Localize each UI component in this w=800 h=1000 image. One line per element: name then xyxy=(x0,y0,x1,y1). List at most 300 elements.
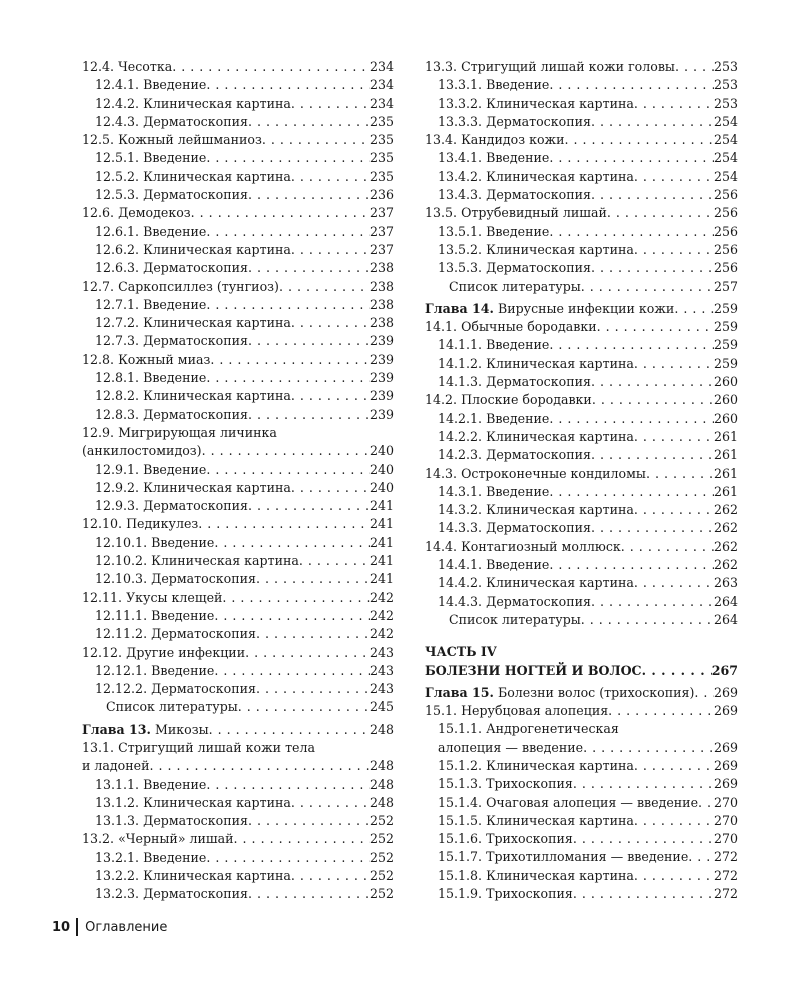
toc-text: Дерматоскопия xyxy=(486,260,591,276)
toc-page-number: 262 xyxy=(713,502,738,518)
toc-entry xyxy=(425,446,738,464)
toc-entry xyxy=(82,95,394,113)
toc-text: Дерматоскопия xyxy=(143,333,248,349)
toc-num: 14.1. xyxy=(425,319,458,335)
toc-entry xyxy=(425,186,738,204)
toc-text: Мигрирующая личинка xyxy=(118,424,277,440)
dot-leader xyxy=(206,369,370,387)
toc-chapter-entry xyxy=(82,721,394,739)
toc-text: Дерматоскопия xyxy=(151,571,256,587)
toc-entry xyxy=(82,387,394,405)
toc-text: Дерматоскопия xyxy=(143,260,248,276)
toc-entry xyxy=(425,113,738,131)
toc-text: Введение xyxy=(143,849,207,865)
toc-text: Кожный лейшманиоз xyxy=(118,132,262,148)
toc-page-number: 241 xyxy=(369,534,394,550)
toc-text: Введение xyxy=(486,77,550,93)
toc-entry xyxy=(82,698,394,716)
toc-text: Введение xyxy=(486,150,550,166)
dot-leader xyxy=(694,684,714,702)
dot-leader xyxy=(291,314,370,332)
dot-leader xyxy=(565,131,714,149)
toc-num: 14.4.1. xyxy=(438,557,483,573)
dot-leader xyxy=(299,552,370,570)
dot-leader xyxy=(642,662,712,680)
toc-num: 12.12.1. xyxy=(95,662,148,678)
toc-entry xyxy=(82,885,394,903)
toc-text: Микозы xyxy=(154,721,209,737)
dot-leader xyxy=(573,830,714,848)
toc-text: Введение xyxy=(486,410,550,426)
toc-text: Дерматоскопия xyxy=(486,447,591,463)
dot-leader xyxy=(583,739,714,757)
toc-entry xyxy=(82,479,394,497)
toc-entry xyxy=(425,223,738,241)
toc-entry xyxy=(425,241,738,259)
dot-leader xyxy=(198,515,370,533)
toc-page-number: 256 xyxy=(713,260,738,276)
toc-entry xyxy=(82,812,394,830)
toc-num: 12.8. xyxy=(82,351,115,367)
toc-text: Дерматоскопия xyxy=(486,520,591,536)
dot-leader xyxy=(256,680,370,698)
toc-entry xyxy=(425,848,738,866)
toc-entry xyxy=(425,556,738,574)
dot-leader xyxy=(206,296,370,314)
toc-page-number: 259 xyxy=(713,319,738,335)
dot-leader xyxy=(248,497,370,515)
toc-text: Дерматоскопия xyxy=(486,187,591,203)
toc-text: Клиническая картина xyxy=(143,794,291,810)
toc-text: Остроконечные кондиломы xyxy=(461,465,646,481)
toc-num: 12.10.3. xyxy=(95,571,148,587)
toc-page-number: 262 xyxy=(713,520,738,536)
toc-entry xyxy=(425,593,738,611)
dot-leader xyxy=(573,885,714,903)
dot-leader xyxy=(549,149,714,167)
toc-text: Введение xyxy=(143,370,207,386)
toc-entry xyxy=(82,461,394,479)
toc-num: 12.7.1. xyxy=(95,296,140,312)
toc-entry xyxy=(82,515,394,533)
dot-leader xyxy=(591,373,714,391)
toc-num: 12.4.2. xyxy=(95,95,140,111)
toc-page-number: 261 xyxy=(713,483,738,499)
dot-leader xyxy=(291,867,370,885)
dot-leader xyxy=(206,849,370,867)
dot-leader xyxy=(549,336,714,354)
page-number: 10 xyxy=(52,919,71,935)
toc-text: Клиническая картина xyxy=(143,868,291,884)
toc-num: 12.10.1. xyxy=(95,534,148,550)
toc-entry xyxy=(425,611,738,629)
toc-chapter-entry xyxy=(425,300,738,318)
toc-page-number: 239 xyxy=(369,406,394,422)
toc-entry xyxy=(82,241,394,259)
toc-num: 13.5.1. xyxy=(438,223,483,239)
toc-entry xyxy=(82,497,394,515)
dot-leader xyxy=(591,186,714,204)
toc-entry xyxy=(82,406,394,424)
toc-num: 14.4.2. xyxy=(438,575,483,591)
toc-entry xyxy=(425,757,738,775)
dot-leader xyxy=(256,570,370,588)
toc-page-number: 256 xyxy=(713,205,738,221)
toc-page-number: 260 xyxy=(713,374,738,390)
toc-num: 13.1.2. xyxy=(95,794,140,810)
toc-text: Введение xyxy=(143,296,207,312)
toc-page-number: 240 xyxy=(369,461,394,477)
toc-text: Список литературы xyxy=(449,611,581,627)
toc-entry xyxy=(425,812,738,830)
toc-page-number: 239 xyxy=(369,333,394,349)
dot-leader xyxy=(214,607,370,625)
toc-page-number: 241 xyxy=(369,571,394,587)
dot-leader xyxy=(222,589,370,607)
toc-num: 12.9. xyxy=(82,424,115,440)
toc-entry xyxy=(82,534,394,552)
toc-page-number: 235 xyxy=(369,113,394,129)
dot-leader xyxy=(291,168,370,186)
toc-entry xyxy=(82,259,394,277)
toc-page-number: 239 xyxy=(369,370,394,386)
dot-leader xyxy=(591,259,714,277)
toc-text: Дерматоскопия xyxy=(486,113,591,129)
running-title: Оглавление xyxy=(85,919,168,935)
dot-leader xyxy=(209,721,370,739)
toc-text: Введение xyxy=(143,223,207,239)
toc-entry xyxy=(425,410,738,428)
dot-leader xyxy=(206,223,370,241)
toc-text: Введение xyxy=(151,607,215,623)
toc-page-number: 262 xyxy=(713,538,738,554)
dot-leader xyxy=(592,391,714,409)
footer-divider xyxy=(76,918,78,936)
toc-text: Клиническая картина xyxy=(151,553,299,569)
toc-num: 12.4. xyxy=(82,59,115,74)
toc-line2: (анкилостомидоз) xyxy=(82,443,202,459)
toc-entry xyxy=(82,131,394,149)
dot-leader xyxy=(634,501,714,519)
toc-entry xyxy=(425,168,738,186)
toc-entry xyxy=(82,223,394,241)
dot-leader xyxy=(591,113,714,131)
toc-entry xyxy=(425,538,738,556)
toc-right-column xyxy=(425,58,738,903)
toc-page-number: 248 xyxy=(369,721,394,737)
toc-num: 13.3.1. xyxy=(438,77,483,93)
toc-num: 12.5.2. xyxy=(95,168,140,184)
toc-entry xyxy=(425,391,738,409)
toc-page-number: 252 xyxy=(369,813,394,829)
toc-entry xyxy=(425,318,738,336)
dot-leader xyxy=(597,318,714,336)
dot-leader xyxy=(634,168,714,186)
toc-num: 13.4. xyxy=(425,132,458,148)
dot-leader xyxy=(549,556,714,574)
dot-leader xyxy=(634,812,714,830)
toc-text: Дерматоскопия xyxy=(151,626,256,642)
toc-entry xyxy=(82,314,394,332)
toc-page-number: 253 xyxy=(713,95,738,111)
toc-entry xyxy=(82,113,394,131)
toc-entry xyxy=(82,830,394,848)
toc-page-number: 252 xyxy=(369,886,394,902)
toc-text: Дерматоскопия xyxy=(486,374,591,390)
toc-page-number: 240 xyxy=(369,479,394,495)
toc-page-number: 270 xyxy=(713,831,738,847)
dot-leader xyxy=(206,461,370,479)
toc-entry xyxy=(82,607,394,625)
toc-text: Дерматоскопия xyxy=(143,187,248,203)
dot-leader xyxy=(549,410,714,428)
dot-leader xyxy=(206,776,370,794)
dot-leader xyxy=(210,351,370,369)
toc-entry xyxy=(82,552,394,570)
toc-page-number: 237 xyxy=(369,241,394,257)
toc-num: 13.3.2. xyxy=(438,95,483,111)
toc-entry xyxy=(82,296,394,314)
toc-entry xyxy=(425,483,738,501)
toc-num: 12.6.3. xyxy=(95,260,140,276)
toc-text: Стригущий лишай кожи тела xyxy=(118,739,315,755)
toc-num: 15.1.6. xyxy=(438,831,483,847)
toc-page-number: 269 xyxy=(713,739,738,755)
toc-num: ЧАСТЬ IV xyxy=(425,644,497,660)
toc-num: 15.1.4. xyxy=(438,794,483,810)
dot-leader xyxy=(608,702,714,720)
toc-page-number: 256 xyxy=(713,223,738,239)
toc-text: Отрубевидный лишай xyxy=(461,205,607,221)
toc-page-number: 253 xyxy=(713,77,738,93)
toc-num: 12.8.1. xyxy=(95,370,140,386)
toc-entry xyxy=(82,662,394,680)
toc-num: 14.2.3. xyxy=(438,447,483,463)
toc-num: 12.9.1. xyxy=(95,461,140,477)
dot-leader xyxy=(549,483,714,501)
toc-entry xyxy=(82,867,394,885)
dot-leader xyxy=(688,848,714,866)
toc-chapter-entry xyxy=(425,684,738,702)
toc-page-number: 239 xyxy=(369,351,394,367)
toc-entry xyxy=(82,149,394,167)
toc-line2: алопеция — введение xyxy=(438,739,584,755)
dot-leader xyxy=(549,223,714,241)
toc-text: Введение xyxy=(486,483,550,499)
toc-num: 15.1.1. xyxy=(438,721,483,737)
toc-entry xyxy=(82,739,394,776)
dot-leader xyxy=(248,259,370,277)
toc-page-number: 243 xyxy=(369,681,394,697)
toc-num: 13.2.3. xyxy=(95,886,140,902)
toc-text: Педикулез xyxy=(126,516,199,532)
toc-entry xyxy=(82,204,394,222)
toc-text: Очаговая алопеция — введение xyxy=(486,794,699,810)
toc-num: 12.7.2. xyxy=(95,315,140,331)
toc-num: 15.1.2. xyxy=(438,757,483,773)
toc-entry xyxy=(82,644,394,662)
toc-entry xyxy=(425,775,738,793)
toc-text: Дерматоскопия xyxy=(143,498,248,514)
toc-num: 12.5. xyxy=(82,132,115,148)
toc-page-number: 270 xyxy=(713,812,738,828)
toc-page-number: 238 xyxy=(369,278,394,294)
dot-leader xyxy=(621,538,714,556)
toc-num: 12.5.1. xyxy=(95,150,140,166)
toc-text: Кандидоз кожи xyxy=(461,132,565,148)
toc-text: Введение xyxy=(143,77,207,93)
toc-entry xyxy=(425,574,738,592)
toc-page-number: 262 xyxy=(713,557,738,573)
dot-leader xyxy=(607,204,714,222)
toc-entry xyxy=(425,867,738,885)
toc-num: 13.4.1. xyxy=(438,150,483,166)
toc-num: 14.3.3. xyxy=(438,520,483,536)
toc-text: Клиническая картина xyxy=(143,241,291,257)
toc-num: 12.10.2. xyxy=(95,553,148,569)
toc-num: 12.9.3. xyxy=(95,498,140,514)
toc-text: Чесотка xyxy=(118,59,173,74)
toc-text: Клиническая картина xyxy=(486,168,634,184)
toc-num: 13.1. xyxy=(82,739,115,755)
toc-num: 12.5.3. xyxy=(95,187,140,203)
toc-num: 14.2.1. xyxy=(438,410,483,426)
toc-num: 12.7.3. xyxy=(95,333,140,349)
dot-leader xyxy=(646,465,714,483)
toc-text: Список литературы xyxy=(449,278,581,294)
toc-text: Андрогенетическая xyxy=(486,721,619,737)
toc-num: 12.8.3. xyxy=(95,406,140,422)
dot-leader xyxy=(214,662,370,680)
toc-text: Клиническая картина xyxy=(486,355,634,371)
toc-num: 14.3.2. xyxy=(438,502,483,518)
toc-entry xyxy=(425,702,738,720)
toc-text: Кожный миаз xyxy=(118,351,211,367)
dot-leader xyxy=(248,186,370,204)
toc-entry xyxy=(425,278,738,296)
toc-entry xyxy=(82,58,394,76)
toc-entry xyxy=(82,570,394,588)
toc-num: 14.3. xyxy=(425,465,458,481)
toc-page-number: 269 xyxy=(713,757,738,773)
toc-page-number: 234 xyxy=(369,59,394,74)
toc-entry xyxy=(82,278,394,296)
dot-leader xyxy=(634,241,714,259)
dot-leader xyxy=(262,131,370,149)
toc-page-number: 238 xyxy=(369,260,394,276)
toc-part-entry xyxy=(425,643,738,680)
toc-num: 13.5.2. xyxy=(438,241,483,257)
toc-page-number: 254 xyxy=(713,113,738,129)
toc-text: Дерматоскопия xyxy=(486,593,591,609)
toc-entry xyxy=(82,186,394,204)
toc-page-number: 235 xyxy=(369,132,394,148)
toc-entry xyxy=(82,332,394,350)
toc-page-number: 252 xyxy=(369,831,394,847)
dot-leader xyxy=(291,241,370,259)
toc-text: Клиническая картина xyxy=(486,502,634,518)
toc-page-number: 240 xyxy=(369,443,394,459)
dot-leader xyxy=(291,387,370,405)
toc-entry xyxy=(425,336,738,354)
toc-text: Трихоскопия xyxy=(486,831,573,847)
toc-num: 15.1.8. xyxy=(438,867,483,883)
toc-num: 14.1.1. xyxy=(438,337,483,353)
toc-page-number: 267 xyxy=(711,662,738,678)
toc-page-number: 264 xyxy=(713,611,738,627)
toc-page-number: 243 xyxy=(369,662,394,678)
toc-num: 12.4.3. xyxy=(95,113,140,129)
dot-leader xyxy=(634,757,714,775)
toc-entry xyxy=(425,58,738,76)
dot-leader xyxy=(191,204,370,222)
toc-num: 12.7. xyxy=(82,278,115,294)
toc-page-number: 272 xyxy=(713,867,738,883)
toc-num: 12.11. xyxy=(82,589,123,605)
dot-leader xyxy=(591,593,714,611)
toc-num: 13.5. xyxy=(425,205,458,221)
toc-entry xyxy=(425,885,738,903)
toc-num: 12.8.2. xyxy=(95,388,140,404)
toc-page-number: 248 xyxy=(369,776,394,792)
dot-leader xyxy=(256,625,370,643)
toc-text: Трихотилломания — введение xyxy=(486,849,689,865)
toc-num: 13.2. xyxy=(82,831,115,847)
toc-entry xyxy=(425,830,738,848)
toc-text: Нерубцовая алопеция xyxy=(461,703,609,719)
dot-leader xyxy=(573,775,714,793)
toc-text: Клиническая картина xyxy=(486,867,634,883)
dot-leader xyxy=(279,278,370,296)
toc-page-number: 241 xyxy=(369,516,394,532)
dot-leader xyxy=(634,867,714,885)
dot-leader xyxy=(634,95,714,113)
toc-page-number: 235 xyxy=(369,150,394,166)
toc-text: Клиническая картина xyxy=(486,95,634,111)
toc-text: Клиническая картина xyxy=(143,95,291,111)
dot-leader xyxy=(634,574,714,592)
toc-text: Клиническая картина xyxy=(143,315,291,331)
toc-text: Дерматоскопия xyxy=(143,406,248,422)
toc-num: 13.3. xyxy=(425,59,458,74)
toc-text: Клиническая картина xyxy=(486,812,634,828)
toc-text: Другие инфекции xyxy=(126,644,246,660)
toc-num: 15.1.3. xyxy=(438,776,483,792)
dot-leader xyxy=(206,76,370,94)
toc-page-number: 241 xyxy=(369,553,394,569)
toc-entry xyxy=(425,794,738,812)
toc-entry xyxy=(82,424,394,461)
dot-leader xyxy=(291,794,370,812)
toc-num: 15.1.5. xyxy=(438,812,483,828)
dot-leader xyxy=(248,812,370,830)
toc-entry xyxy=(425,259,738,277)
toc-text: Список литературы xyxy=(106,699,238,715)
toc-entry xyxy=(425,149,738,167)
toc-text: Клиническая картина xyxy=(143,168,291,184)
toc-page-number: 272 xyxy=(713,886,738,902)
toc-num: 12.11.2. xyxy=(95,626,148,642)
toc-text: Трихоскопия xyxy=(486,886,573,902)
dot-leader xyxy=(149,757,369,775)
toc-page-number: 263 xyxy=(713,575,738,591)
toc-page-number: 241 xyxy=(369,498,394,514)
toc-text: Контагиозный моллюск xyxy=(461,538,621,554)
toc-page-number: 254 xyxy=(713,150,738,166)
toc-entry xyxy=(425,355,738,373)
toc-num: Глава 15. xyxy=(425,684,494,700)
dot-leader xyxy=(248,406,370,424)
